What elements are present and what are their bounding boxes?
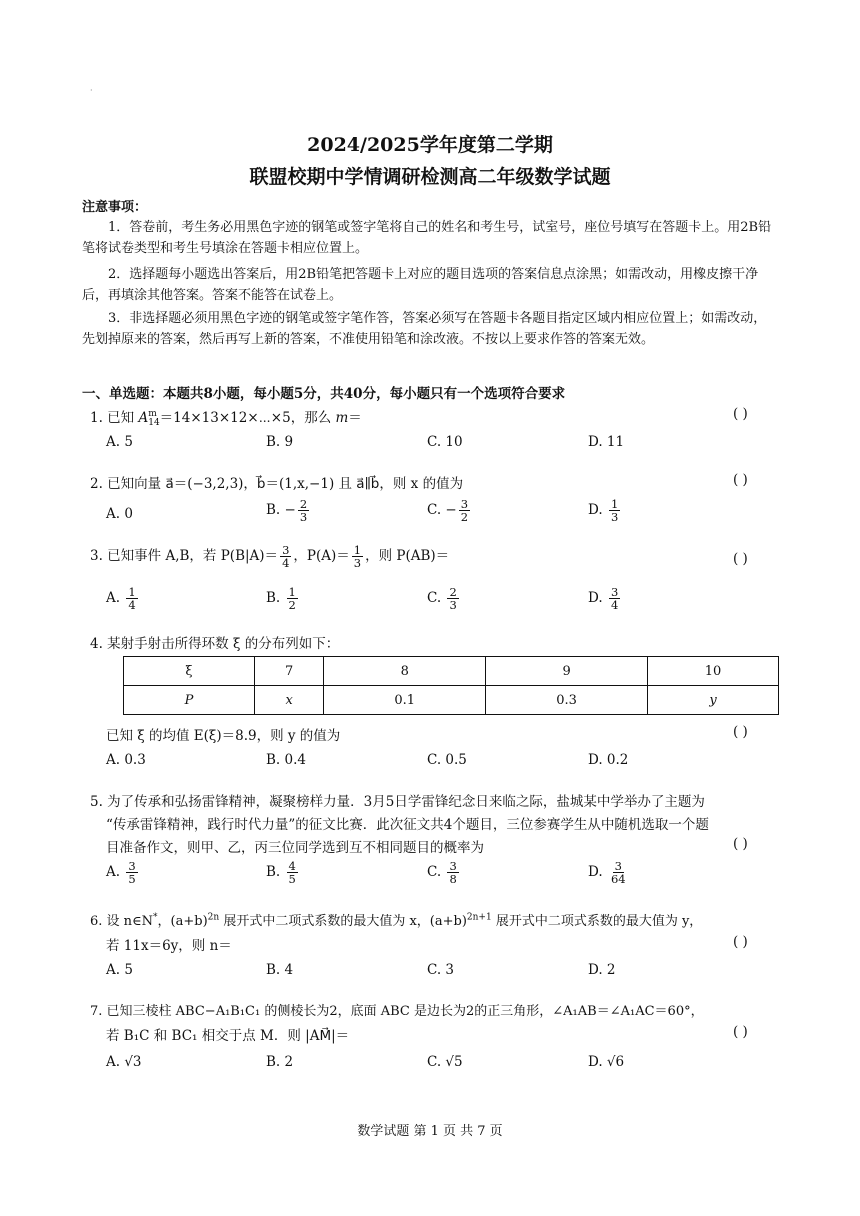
q1-m: m bbox=[335, 410, 349, 426]
q6-option-c: C. 3 bbox=[427, 962, 455, 978]
q2-option-a: A. 0 bbox=[106, 506, 133, 522]
table-cell: 0.1 bbox=[324, 686, 486, 715]
q1-option-b: B. 9 bbox=[266, 434, 294, 450]
question-2: 2. 已知向量 a⃗＝(−3,2,3)，b⃗＝(1,x,−1) 且 a⃗∥b⃗，则 x 的值为 bbox=[90, 476, 464, 492]
table-cell: 8 bbox=[324, 657, 486, 686]
table-cell: P bbox=[124, 686, 255, 715]
answer-paren-1: ( ) bbox=[733, 406, 748, 422]
exam-title-line2: 联盟校期中学情调研检测高二年级数学试题 bbox=[249, 166, 611, 188]
q5-option-d: D. $\frac{3}{64}$ bbox=[588, 859, 626, 886]
q3-option-d: D. $\frac{3}{4}$ bbox=[588, 585, 619, 612]
q1-eq: ＝ bbox=[348, 410, 362, 426]
q4-option-d: D. 0.2 bbox=[588, 752, 629, 768]
q5-option-c: C. $\frac{3}{8}$ bbox=[427, 859, 457, 886]
table-cell: 10 bbox=[648, 657, 779, 686]
answer-paren-2: ( ) bbox=[733, 472, 748, 488]
q1-option-c: C. 10 bbox=[427, 434, 463, 450]
exam-title-line1: 2024/2025学年度第二学期 bbox=[307, 134, 553, 156]
page-footer: 数学试题 第 1 页 共 7 页 bbox=[357, 1124, 503, 1139]
q4-option-b: B. 0.4 bbox=[266, 752, 306, 768]
q7-option-a: A. √3 bbox=[106, 1054, 142, 1070]
table-cell: 0.3 bbox=[486, 686, 648, 715]
q3-option-b: B. $\frac{1}{2}$ bbox=[266, 585, 296, 612]
q4-option-c: C. 0.5 bbox=[427, 752, 467, 768]
table-cell: x bbox=[255, 686, 324, 715]
question-5-line2: “传承雷锋精神，践行时代力量”的征文比赛．此次征文共4个题目，三位参赛学生从中随机选取一个题 bbox=[106, 817, 709, 833]
table-cell: 7 bbox=[255, 657, 324, 686]
q1-sub: 14 bbox=[148, 417, 160, 428]
q6-option-b: B. 4 bbox=[266, 962, 294, 978]
question-7-line1: 7. 已知三棱柱 ABC−A₁B₁C₁ 的侧棱长为2，底面 ABC 是边长为2的正三角形，∠A₁AB＝∠A₁AC＝60°， bbox=[90, 1004, 704, 1019]
table-row bbox=[124, 686, 779, 715]
q1-sup: m bbox=[148, 408, 157, 419]
question-5-line3: 目准备作文，则甲、乙，丙三位同学选到互不相同题目的概率为 bbox=[106, 840, 484, 856]
q7-option-d: D. √6 bbox=[588, 1054, 625, 1070]
answer-paren-5: ( ) bbox=[733, 836, 748, 852]
q1-option-a: A. 5 bbox=[106, 434, 133, 450]
q1-post: ＝14×13×12×⋯×5，那么 bbox=[159, 410, 336, 426]
note-item-3: 3．非选择题必须用黑色字迹的钢笔或签字笔作答，答案必须写在答题卡各题目指定区域内相应位置上；如需改动，先划掉原来的答案，然后再写上新的答案，不准使用铅笔和涂改液。不按以上要求作答的答案无效。 bbox=[82, 311, 767, 347]
table-row bbox=[124, 657, 779, 686]
corner-dot: · bbox=[90, 86, 93, 95]
distribution-table bbox=[123, 656, 779, 715]
note-item-2: 2．选择题每小题选出答案后，用2B铅笔把答题卡上对应的题目选项的答案信息点涂黑；如需改动，用橡皮擦干净后，再填涂其他答案。答案不能答在试卷上。 bbox=[82, 267, 759, 303]
answer-paren-4: ( ) bbox=[733, 724, 748, 740]
answer-paren-3: ( ) bbox=[733, 551, 748, 567]
question-6-line2: 若 11x＝6y，则 n＝ bbox=[106, 938, 232, 954]
table-cell: ξ bbox=[124, 657, 255, 686]
question-5-line1: 5. 为了传承和弘扬雷锋精神，凝聚榜样力量．3月5日学雷锋纪念日来临之际，盐城某中学举办了主题为 bbox=[90, 794, 705, 810]
question-6-line1: 6. 设 n∈N*，$(a+b)^{2n}$ 展开式中二项式系数的最大值为 x，$(a+b)^{2n+1}$ 展开式中二项式系数的最大值为 y， bbox=[90, 912, 703, 929]
q7-option-b: B. 2 bbox=[266, 1054, 294, 1070]
section-title: 一、单选题：本题共8小题，每小题5分，共40分，每小题只有一个选项符合要求 bbox=[82, 386, 566, 402]
table-cell: 9 bbox=[486, 657, 648, 686]
answer-paren-6: ( ) bbox=[733, 934, 748, 950]
q6-option-a: A. 5 bbox=[106, 962, 133, 978]
q2-option-c: C. − $\frac{3}{2}$ bbox=[427, 497, 469, 524]
notes-heading: 注意事项： bbox=[82, 200, 148, 215]
q7-option-c: C. √5 bbox=[427, 1054, 463, 1070]
question-4-condition: 已知 ξ 的均值 E(ξ)＝8.9，则 y 的值为 bbox=[106, 728, 341, 744]
q5-option-b: B. $\frac{4}{5}$ bbox=[266, 859, 296, 886]
q1-option-d: D. 11 bbox=[588, 434, 625, 450]
q1-a: A bbox=[138, 410, 149, 426]
q3-option-c: C. $\frac{2}{3}$ bbox=[427, 585, 457, 612]
q2-option-d: D. $\frac{1}{3}$ bbox=[588, 497, 619, 524]
question-4: 4. 某射手射击所得环数 ξ 的分布列如下： bbox=[90, 636, 340, 652]
question-7-line2: 若 B₁C 和 BC₁ 相交于点 M．则 |AM⃗|＝ bbox=[106, 1028, 350, 1044]
answer-paren-7: ( ) bbox=[733, 1024, 748, 1040]
q2-option-b: B. − $\frac{2}{3}$ bbox=[266, 497, 308, 524]
table-cell: y bbox=[648, 686, 779, 715]
question-1 bbox=[90, 406, 362, 428]
note-item-1: 1．答卷前，考生务必用黑色字迹的钢笔或签字笔将自己的姓名和考生号，试室号，座位号填写在答题卡上。用2B铅笔将试卷类型和考生号填涂在答题卡相应位置上。 bbox=[82, 220, 772, 256]
q6-option-d: D. 2 bbox=[588, 962, 616, 978]
q3-option-a: A. $\frac{1}{4}$ bbox=[106, 585, 136, 612]
q5-option-a: A. $\frac{3}{5}$ bbox=[106, 859, 136, 886]
question-3: 3. 已知事件 A,B，若 P(B|A)＝ $\frac{3}{4}$ ，P(A)＝ $\frac{1}{3}$ ，则 P(AB)＝ bbox=[90, 543, 450, 570]
q4-option-a: A. 0.3 bbox=[106, 752, 146, 768]
q1-pre: 1. 已知 bbox=[90, 410, 139, 426]
